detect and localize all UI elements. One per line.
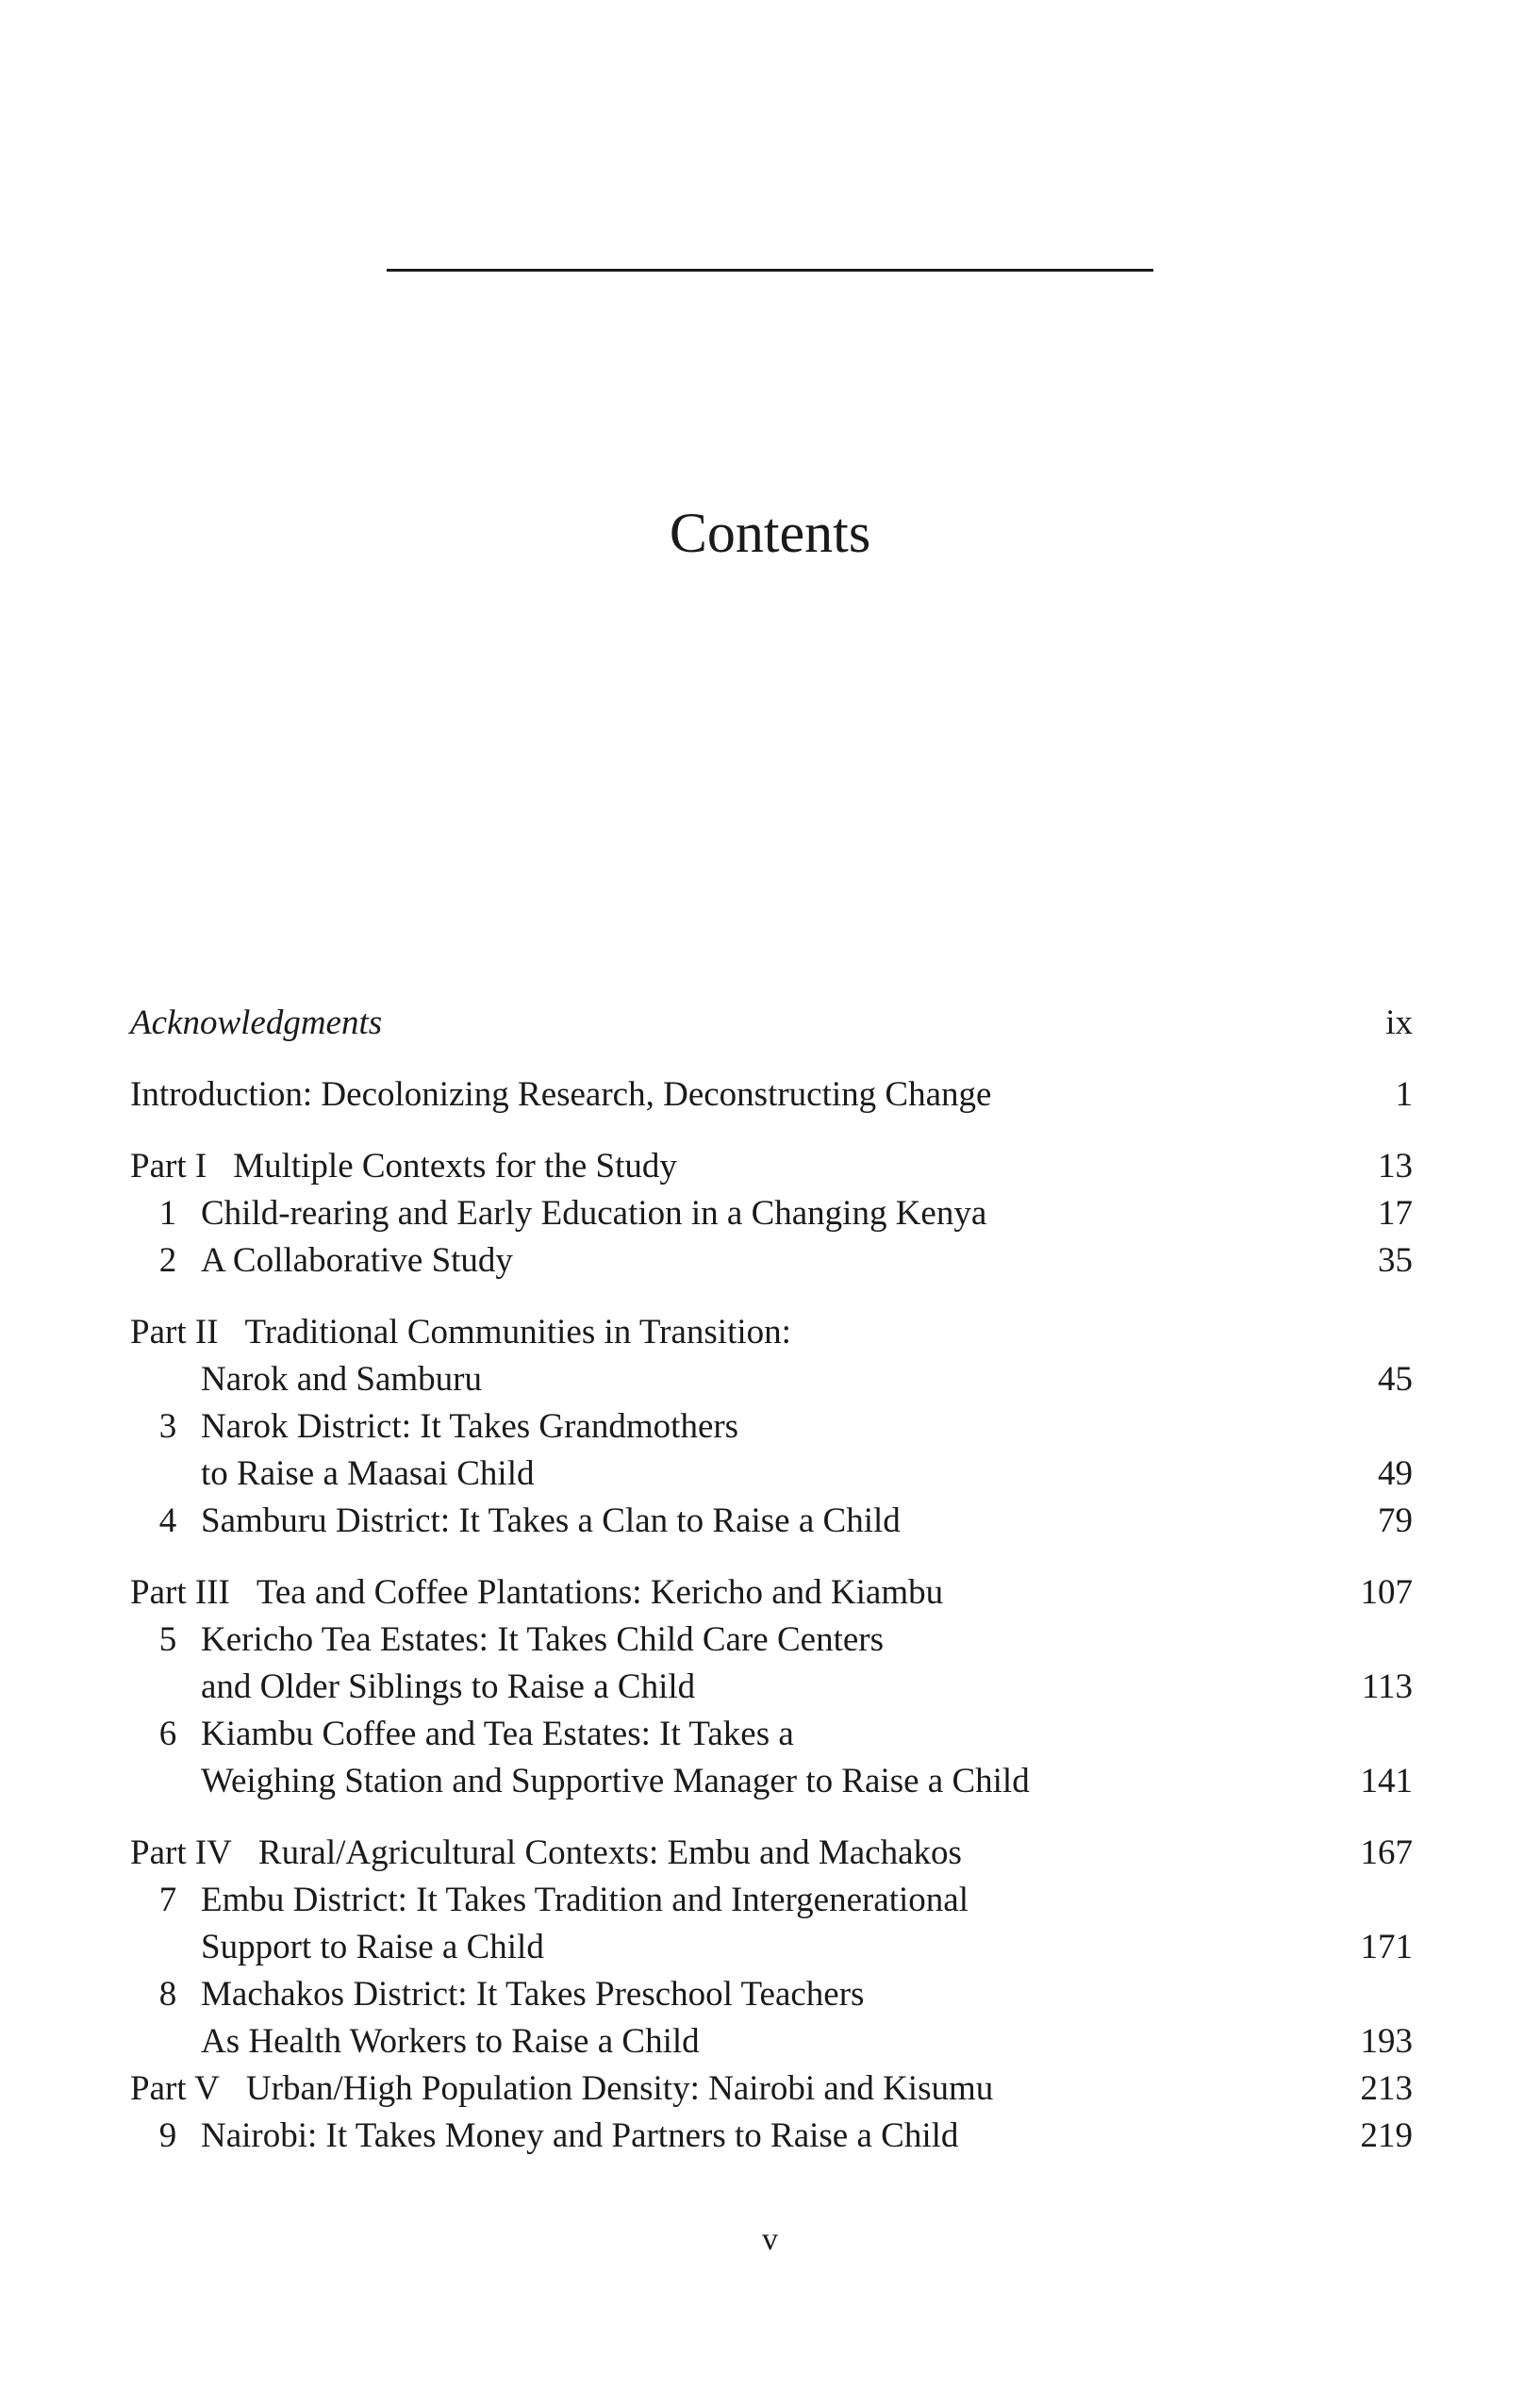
toc-entry-introduction[interactable] xyxy=(130,1071,1413,1119)
toc-page-number: 107 xyxy=(1360,1573,1413,1612)
chapter-number: 4 xyxy=(158,1501,177,1540)
part-label: Part IV xyxy=(130,1833,232,1872)
toc-chapter-8[interactable] xyxy=(130,1971,1413,2018)
toc-entry-title: Nairobi: It Takes Money and Partners to Raise a Child xyxy=(201,2116,959,2155)
chapter-number: 3 xyxy=(158,1407,177,1446)
toc-page-number: 1 xyxy=(1395,1075,1413,1114)
part-label: Part II xyxy=(130,1313,219,1352)
toc-page-number: 113 xyxy=(1361,1667,1413,1706)
toc-page-number: ix xyxy=(1385,1003,1413,1042)
toc-chapter-9[interactable] xyxy=(130,2113,1413,2160)
toc-entry-title: Embu District: It Takes Tradition and Intergenerational xyxy=(201,1881,969,1919)
toc-page-number: 35 xyxy=(1378,1241,1413,1280)
page-title: Contents xyxy=(669,502,871,564)
toc-page-number: 79 xyxy=(1378,1501,1413,1540)
toc-page-number: 13 xyxy=(1378,1147,1413,1186)
toc-entry-title: Machakos District: It Takes Preschool Teachers xyxy=(201,1975,865,2014)
toc-chapter-7-continuation[interactable] xyxy=(130,1924,1413,1971)
chapter-number: 9 xyxy=(158,2116,177,2155)
part-label: Part III xyxy=(130,1573,230,1612)
toc-page-number: 17 xyxy=(1378,1194,1413,1233)
toc-chapter-3-continuation[interactable] xyxy=(130,1451,1413,1498)
toc-page-number: 213 xyxy=(1360,2069,1413,2108)
chapter-number: 8 xyxy=(158,1975,177,2014)
toc-chapter-2[interactable] xyxy=(130,1237,1413,1285)
toc-part-5[interactable] xyxy=(130,2065,1413,2113)
toc-entry-title xyxy=(130,1143,677,1190)
part-label: Part I xyxy=(130,1147,207,1186)
toc-part-4[interactable] xyxy=(130,1830,1413,1877)
page-folio: v xyxy=(762,2222,778,2257)
toc-entry-title xyxy=(130,1309,791,1356)
chapter-number: 2 xyxy=(158,1241,177,1280)
toc-entry-title xyxy=(130,1569,943,1617)
toc-entry-title: Samburu District: It Takes a Clan to Raise a Child xyxy=(201,1501,901,1540)
toc-page-number: 219 xyxy=(1360,2116,1413,2155)
toc-part-2-continuation[interactable] xyxy=(130,1356,1413,1403)
toc-chapter-5[interactable] xyxy=(130,1617,1413,1664)
toc-entry-title: and Older Siblings to Raise a Child xyxy=(201,1667,696,1706)
part-title: Urban/High Population Density: Nairobi and Kisumu xyxy=(245,2069,994,2108)
chapter-number: 6 xyxy=(158,1715,177,1753)
toc-entry-title: Kericho Tea Estates: It Takes Child Care Centers xyxy=(201,1620,884,1659)
toc-chapter-3[interactable] xyxy=(130,1403,1413,1451)
top-rule xyxy=(387,269,1153,272)
chapter-number: 5 xyxy=(158,1620,177,1659)
toc-page-number: 193 xyxy=(1360,2022,1413,2061)
toc-chapter-7[interactable] xyxy=(130,1877,1413,1924)
part-title: Tea and Coffee Plantations: Kericho and Kiambu xyxy=(256,1573,944,1612)
chapter-number: 1 xyxy=(158,1194,177,1233)
toc-entry-title: Acknowledgments xyxy=(130,1003,383,1042)
toc-chapter-6[interactable] xyxy=(130,1711,1413,1758)
toc-chapter-1[interactable] xyxy=(130,1190,1413,1237)
toc-part-3[interactable] xyxy=(130,1569,1413,1617)
toc-chapter-4[interactable] xyxy=(130,1498,1413,1545)
toc-page-number: 141 xyxy=(1360,1762,1413,1800)
toc-page-number: 49 xyxy=(1378,1454,1413,1493)
toc-page-number: 45 xyxy=(1378,1360,1413,1399)
toc-entry-title: A Collaborative Study xyxy=(201,1241,513,1280)
toc-entry-title: Kiambu Coffee and Tea Estates: It Takes a xyxy=(201,1715,794,1753)
toc-entry-title: Support to Raise a Child xyxy=(201,1928,544,1966)
toc-entry-title: Narok and Samburu xyxy=(201,1360,482,1399)
toc-entry-title: Narok District: It Takes Grandmothers xyxy=(201,1407,739,1446)
toc-entry-acknowledgments[interactable] xyxy=(130,1000,1413,1047)
part-label: Part V xyxy=(130,2069,220,2108)
toc-entry-title: Child-rearing and Early Education in a Changing Kenya xyxy=(201,1194,987,1233)
toc-page-number: 171 xyxy=(1360,1928,1413,1966)
table-of-contents xyxy=(130,1000,1413,2160)
toc-part-1[interactable] xyxy=(130,1143,1413,1190)
toc-entry-title: Introduction: Decolonizing Research, Deconstructing Change xyxy=(130,1075,992,1114)
toc-entry-title: Weighing Station and Supportive Manager to Raise a Child xyxy=(201,1762,1030,1800)
toc-entry-title: As Health Workers to Raise a Child xyxy=(201,2022,700,2061)
chapter-number: 7 xyxy=(158,1881,177,1919)
part-title: Multiple Contexts for the Study xyxy=(233,1147,677,1186)
toc-chapter-8-continuation[interactable] xyxy=(130,2018,1413,2065)
part-title: Rural/Agricultural Contexts: Embu and Machakos xyxy=(257,1833,962,1872)
toc-entry-title: to Raise a Maasai Child xyxy=(201,1454,535,1493)
toc-part-2[interactable] xyxy=(130,1309,1413,1356)
toc-chapter-5-continuation[interactable] xyxy=(130,1664,1413,1711)
toc-entry-title xyxy=(130,1830,962,1877)
toc-page-number: 167 xyxy=(1360,1833,1413,1872)
part-title: Traditional Communities in Transition: xyxy=(244,1313,791,1352)
toc-entry-title xyxy=(130,2065,993,2113)
toc-chapter-6-continuation[interactable] xyxy=(130,1758,1413,1805)
